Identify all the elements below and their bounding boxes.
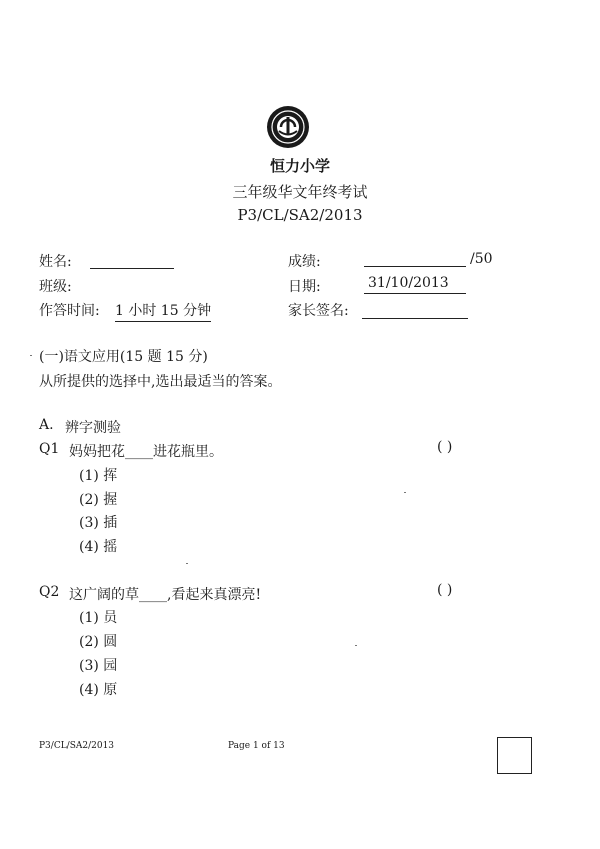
score-total: /50 <box>470 251 493 267</box>
scan-speck <box>355 645 357 646</box>
date-underline <box>364 293 466 294</box>
answer-box[interactable]: ( ) <box>437 582 453 598</box>
name-label: 姓名: <box>39 254 72 270</box>
parent-sign-field[interactable] <box>362 318 468 319</box>
footer-page: Page 1 of 13 <box>228 741 285 751</box>
option-1[interactable]: (1) 员 <box>79 610 118 626</box>
name-field[interactable] <box>90 268 174 269</box>
option-2[interactable]: (2) 握 <box>79 492 118 508</box>
score-box <box>497 737 532 774</box>
question-text: 妈妈把花____进花瓶里。 <box>69 444 223 460</box>
date-value: 31/10/2013 <box>368 275 449 291</box>
option-3[interactable]: (3) 插 <box>79 515 118 531</box>
class-label: 班级: <box>39 279 72 295</box>
question-number: Q1 <box>39 441 60 457</box>
score-label: 成绩: <box>288 254 321 270</box>
option-2[interactable]: (2) 圆 <box>79 634 118 650</box>
footer-code: P3/CL/SA2/2013 <box>39 741 115 751</box>
option-4[interactable]: (4) 摇 <box>79 539 118 555</box>
question-number: Q2 <box>39 584 60 600</box>
option-3[interactable]: (3) 园 <box>79 658 118 674</box>
time-value: 1 小时 15 分钟 <box>115 300 211 322</box>
part-title: 辨字测验 <box>65 420 121 436</box>
scan-speck <box>186 563 188 564</box>
time-label: 作答时间: <box>39 303 100 319</box>
section-title: (一)语文应用(15 题 15 分) <box>39 349 208 365</box>
answer-box[interactable]: ( ) <box>437 439 453 455</box>
date-label: 日期: <box>288 279 321 295</box>
option-4[interactable]: (4) 原 <box>79 682 118 698</box>
school-name: 恒力小学 <box>269 157 330 175</box>
section-instruction: 从所提供的选择中,选出最适当的答案。 <box>39 374 282 390</box>
scan-speck <box>404 492 406 493</box>
school-crest-icon <box>266 105 310 149</box>
option-1[interactable]: (1) 挥 <box>79 468 118 484</box>
scan-speck <box>30 355 32 356</box>
paper-code: P3/CL/SA2/2013 <box>237 206 363 224</box>
score-field[interactable] <box>364 266 466 267</box>
exam-title: 三年级华文年终考试 <box>232 183 368 201</box>
part-label: A. <box>39 417 54 433</box>
parent-sign-label: 家长签名: <box>288 303 349 319</box>
question-text: 这广阔的草____,看起来真漂亮! <box>69 587 262 603</box>
